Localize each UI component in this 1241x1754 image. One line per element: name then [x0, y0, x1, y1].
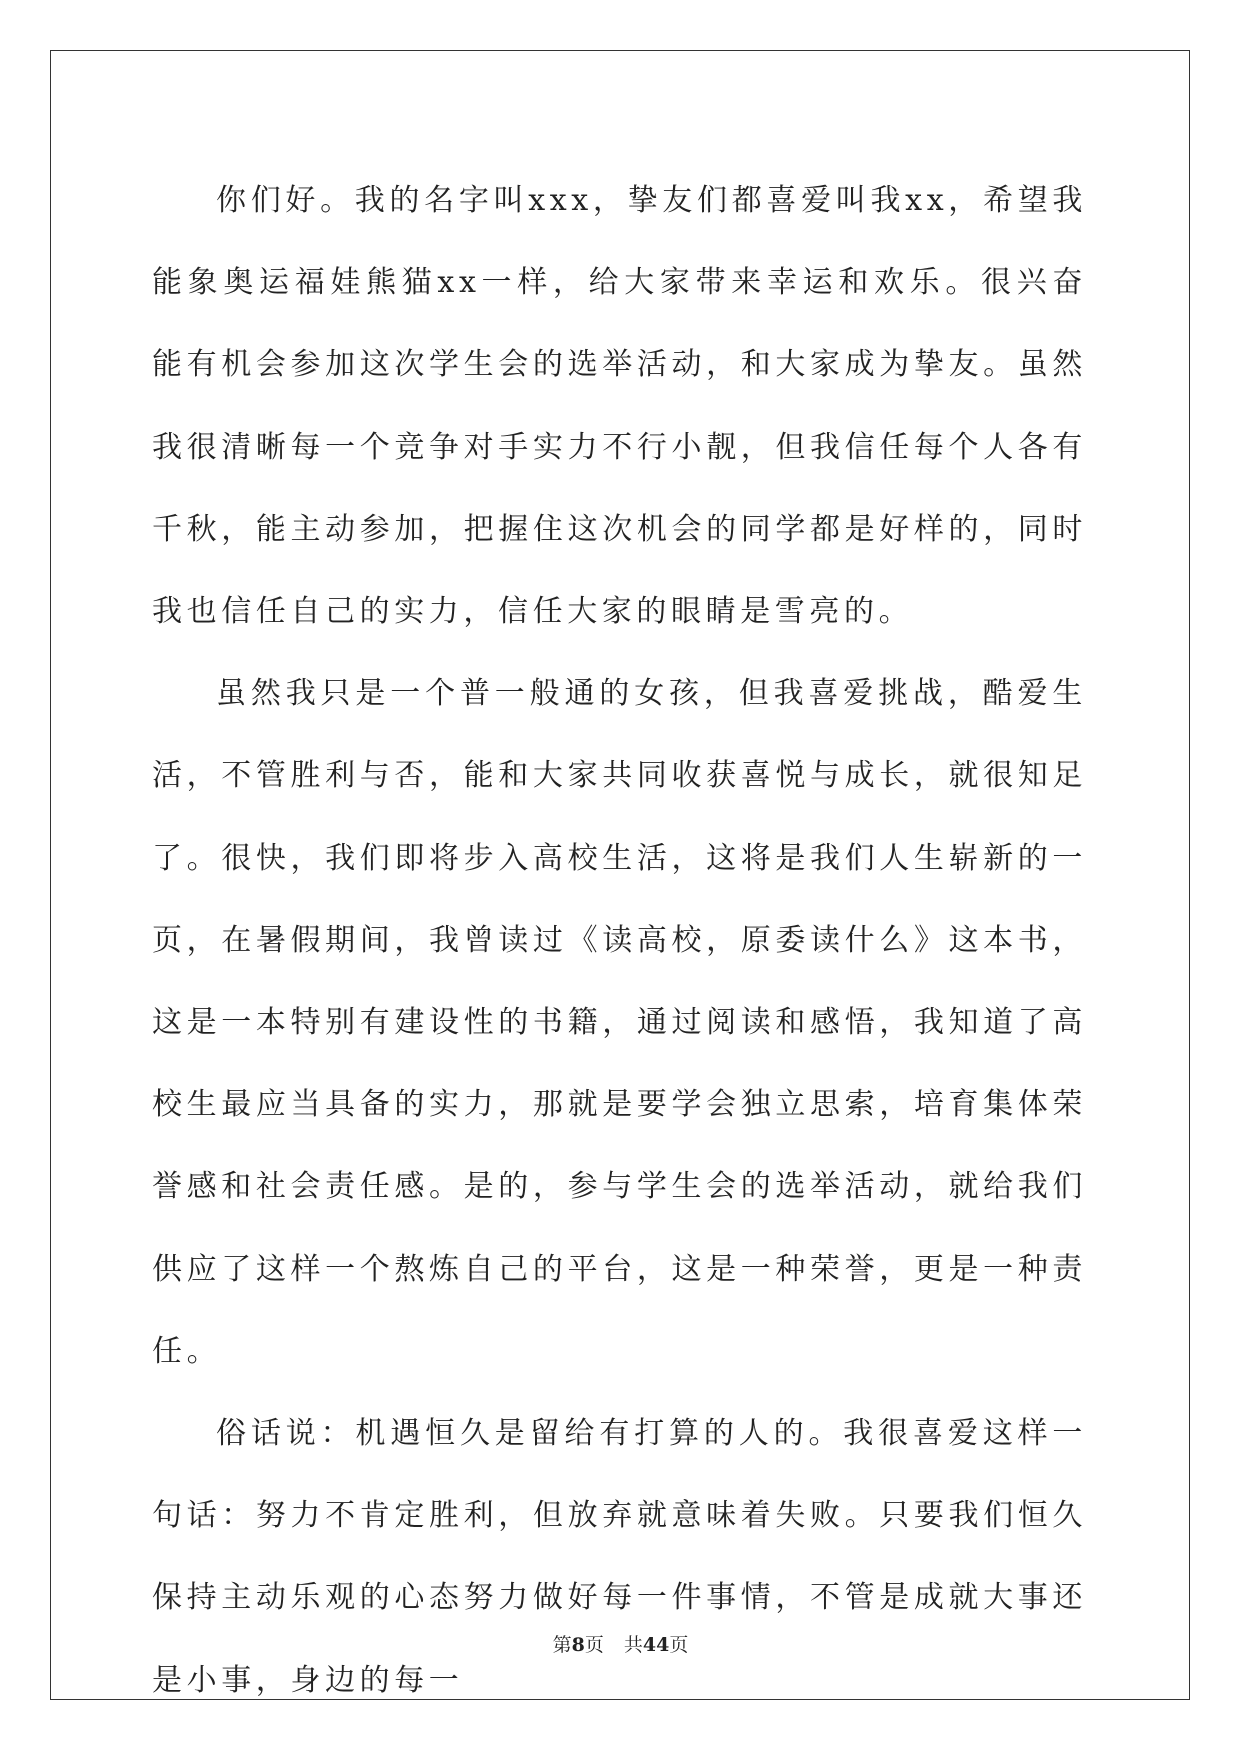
total-suffix: 页	[669, 1634, 689, 1656]
total-pages: 44	[642, 1634, 670, 1656]
document-body	[152, 160, 1087, 1722]
page-footer	[0, 1630, 1241, 1657]
page-number: 8	[571, 1634, 585, 1656]
paragraph-2: 虽然我只是一个普一般通的女孩，但我喜爱挑战，酷爱生活，不管胜利与否，能和大家共同收获喜悦与成长，就很知足了。很快，我们即将步入高校生活，这将是我们人生崭新的一页，在暑假期间，我曾读过《读高校，原委读什么》这本书，这是一本特别有建设性的书籍，通过阅读和感悟，我知道了高校生最应当具备的实力，那就是要学会独立思索，培育集体荣誉感和社会责任感。是的，参与学生会的选举活动，就给我们供应了这样一个熬炼自己的平台，这是一种荣誉，更是一种责任。	[152, 676, 1087, 1369]
page-suffix: 页	[584, 1634, 604, 1656]
paragraph-3: 俗话说：机遇恒久是留给有打算的人的。我很喜爱这样一句话：努力不肯定胜利，但放弃就意味着失败。只要我们恒久保持主动乐观的心态努力做好每一件事情，不管是成就大事还是小事，身边的每一	[152, 1416, 1087, 1698]
page-prefix: 第	[552, 1634, 572, 1656]
total-prefix: 共	[623, 1634, 643, 1656]
paragraph-1: 你们好。我的名字叫xxx，挚友们都喜爱叫我xx，希望我能象奥运福娃熊猫xx一样，给大家带来幸运和欢乐。很兴奋能有机会参加这次学生会的选举活动，和大家成为挚友。虽然我很清晰每一个竞争对手实力不行小靓，但我信任每个人各有千秋，能主动参加，把握住这次机会的同学都是好样的，同时我也信任自己的实力，信任大家的眼睛是雪亮的。	[152, 183, 1087, 630]
